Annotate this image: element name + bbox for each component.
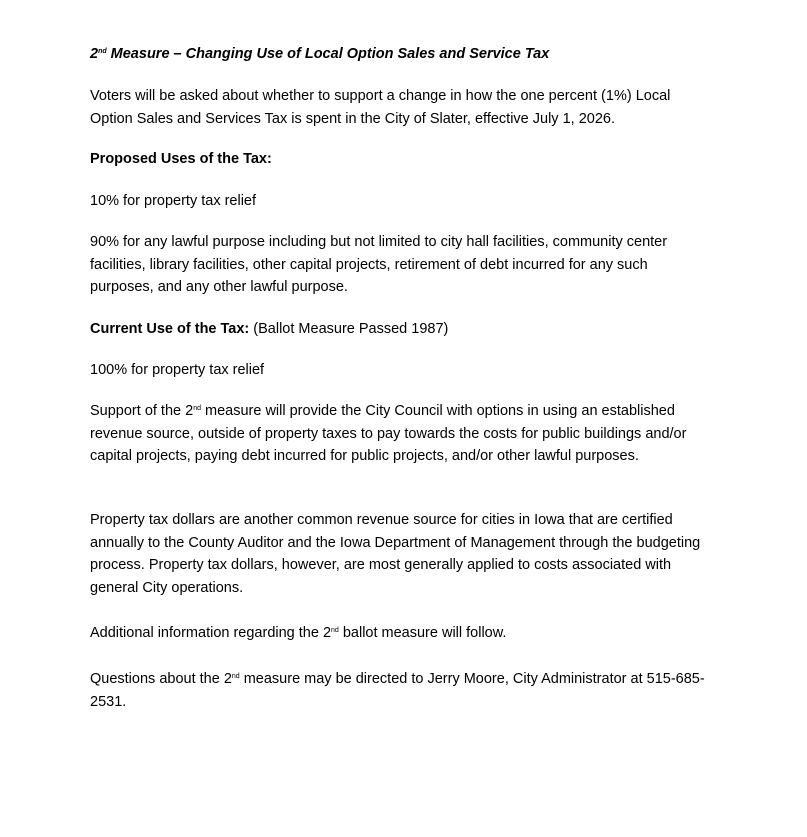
property-tax-paragraph: Property tax dollars are another common revenue source for cities in Iowa that are certified annually to the County Auditor and the Iowa Department of Management through the budgeting process. Property tax dollars, however, are most generally applied to costs associated with general City operations. — [90, 512, 701, 596]
additional-info-paragraph — [90, 622, 715, 645]
intro-paragraph: Voters will be asked about whether to support a change in how the one percent (1%) Local Option Sales and Services Tax is spent in the City of Slater, effective July 1, 2026. — [90, 88, 671, 127]
current-use-label: Current Use of the Tax: — [90, 321, 250, 337]
title-text: Measure – Changing Use of Local Option Sales and Service Tax — [106, 46, 550, 62]
proposed-use-item-2: 90% for any lawful purpose including but not limited to city hall facilities, community center facilities, library facilities, other capital projects, retirement of debt incurred for any such purposes, and any other lawful purpose. — [90, 234, 668, 296]
support-prefix: Support of the 2 — [90, 403, 194, 419]
questions-prefix: Questions about the 2 — [90, 671, 232, 687]
questions-text: measure may be directed to Jerry Moore, City Administrator at 515-685-2531. — [90, 671, 705, 710]
current-use-note: (Ballot Measure Passed 1987) — [249, 321, 449, 337]
page-title — [90, 43, 715, 66]
current-use-heading — [90, 318, 715, 341]
support-ordinal: nd — [193, 405, 201, 412]
questions-paragraph — [90, 668, 715, 713]
support-paragraph — [90, 400, 715, 468]
current-use-item-1: 100% for property tax relief — [90, 362, 265, 378]
title-number: 2 — [90, 46, 99, 62]
title-ordinal: nd — [98, 48, 107, 55]
proposed-uses-heading: Proposed Uses of the Tax: — [90, 151, 272, 167]
additional-prefix: Additional information regarding the 2 — [90, 625, 332, 641]
questions-ordinal: nd — [231, 673, 240, 680]
additional-ordinal: nd — [331, 627, 339, 634]
support-text: measure will provide the City Council with options in using an established revenue source, outside of property taxes to pay towards the costs for public buildings and/or capital projects, paying debt incurred for public projects, and/or other lawful purposes. — [90, 403, 687, 465]
additional-text: ballot measure will follow. — [338, 625, 507, 641]
proposed-use-item-1: 10% for property tax relief — [90, 193, 257, 209]
